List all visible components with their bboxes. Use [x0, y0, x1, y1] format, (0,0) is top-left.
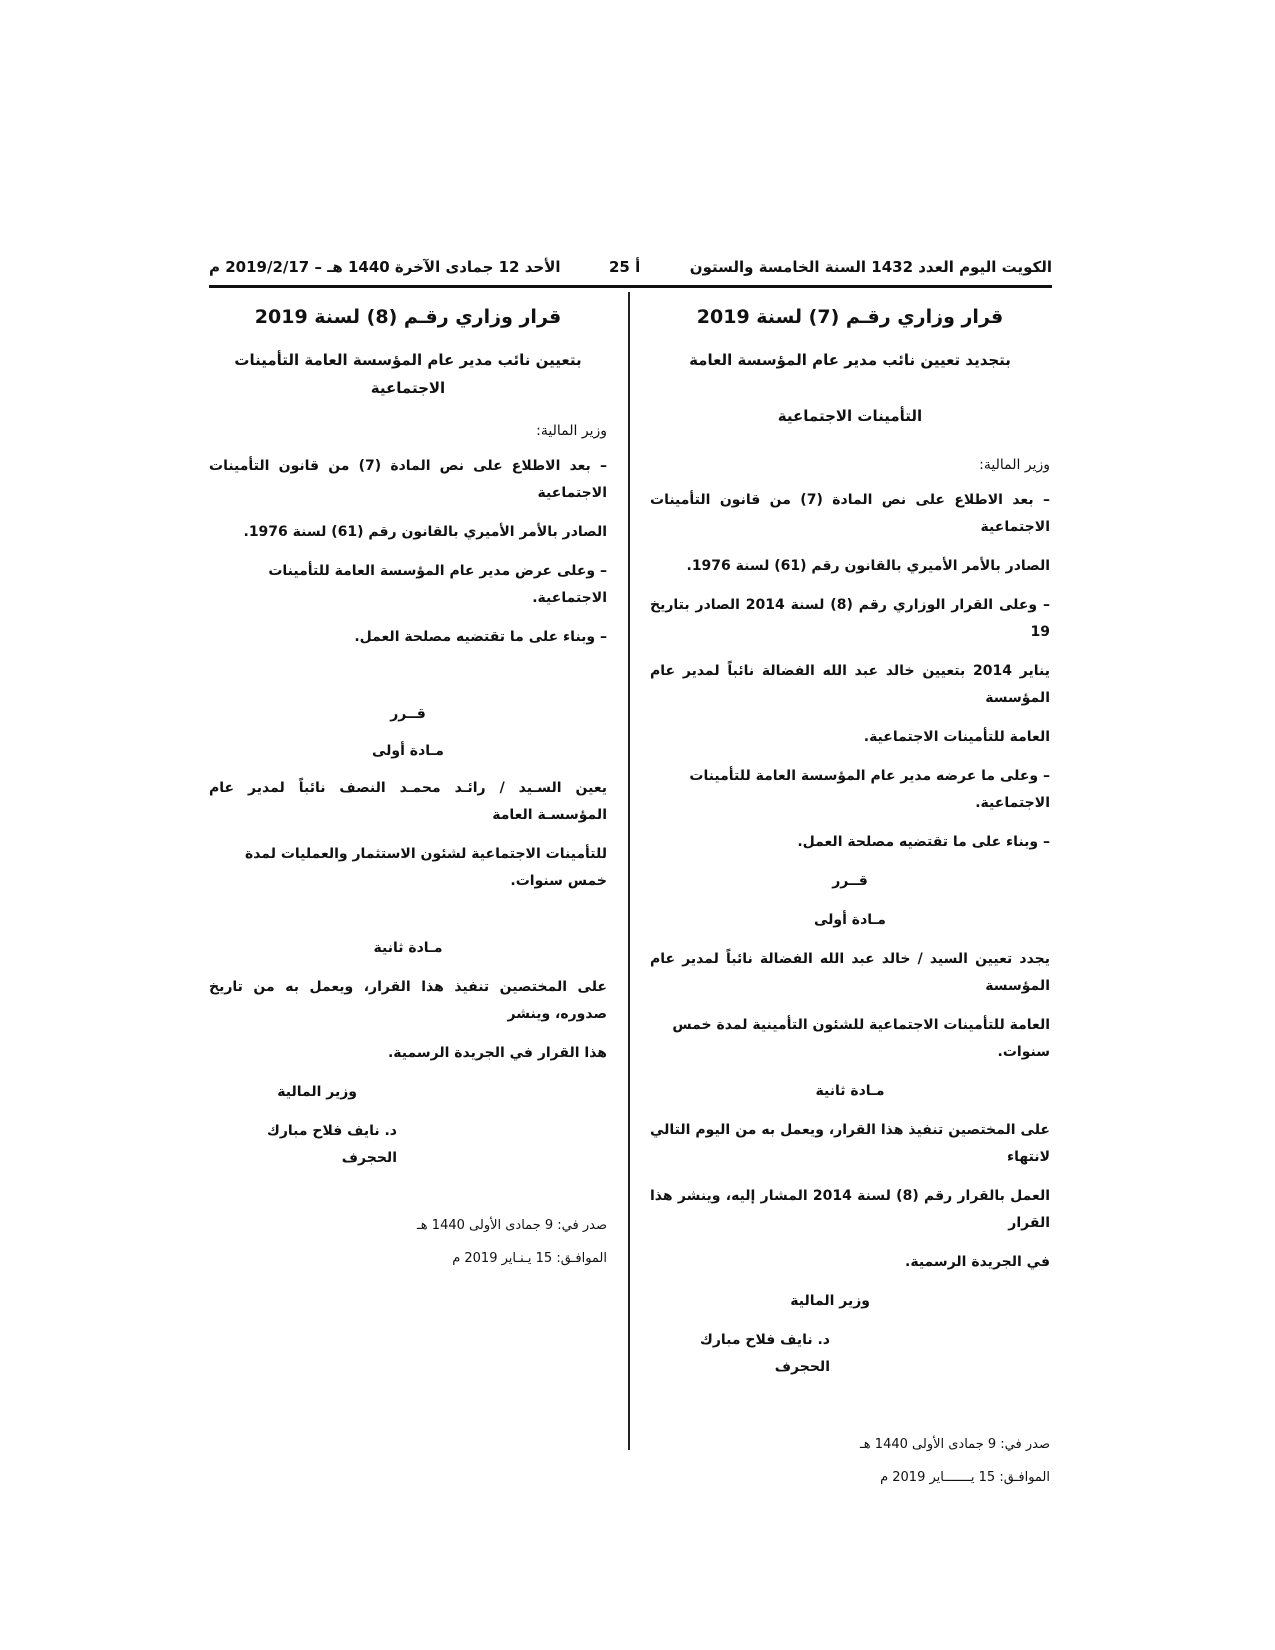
- decision-8-title: قرار وزاري رقـم (8) لسنة 2019: [254, 306, 562, 328]
- decision-8-preamble-line: – وعلى عرض مدير عام المؤسسة العامة للتأمينات الاجتماعية.: [268, 563, 607, 606]
- decision-7-column: [650, 290, 1050, 1491]
- decision-8-column: [209, 290, 607, 1272]
- page-header: [209, 258, 1052, 284]
- decision-8-article-2-line: على المختصين تنفيذ هذا القرار، ويعمل به من تاريخ صدوره، وينشر: [209, 979, 607, 1022]
- decision-8-minister-intro: وزير المالية:: [536, 423, 607, 439]
- decision-7-subtitle-1: بتجديد تعيين نائب مدير عام المؤسسة العامة: [689, 351, 1011, 369]
- decision-8-subtitle: بتعيين نائب مدير عام المؤسسة العامة التأمينات الاجتماعية: [234, 351, 582, 397]
- decision-7-signature-title: وزير المالية: [790, 1293, 870, 1309]
- decision-7-preamble-line: – وعلى ما عرضه مدير عام المؤسسة العامة للتأمينات الاجتماعية.: [689, 768, 1050, 811]
- header-rule: [209, 285, 1052, 288]
- decision-8-article-1-heading: مـادة أولى: [372, 743, 444, 759]
- decision-7-preamble-line: الصادر بالأمر الأميري بالقانون رقم (61) لسنة 1976.: [686, 558, 1050, 574]
- decision-7-preamble-line: العامة للتأمينات الاجتماعية.: [863, 729, 1050, 745]
- decision-8-article-1-line: يعين السـيد / رائـد محمـد النصف نائباً لمدير عام المؤسسـة العامة: [209, 780, 607, 823]
- column-divider: [628, 292, 630, 1450]
- decision-8-signature-title: وزير المالية: [277, 1084, 357, 1100]
- decision-8-corresponding-date: الموافـق: 15 يـنـاير 2019 م: [452, 1251, 607, 1266]
- decision-7-subtitle-2: التأمينات الاجتماعية: [777, 407, 923, 425]
- decision-7-minister-intro: وزير المالية:: [979, 457, 1050, 473]
- decision-8-article-2-line: هذا القرار في الجريدة الرسمية.: [387, 1045, 607, 1061]
- decision-8-decided: قــرر: [390, 706, 426, 722]
- decision-7-article-2-heading: مـادة ثانية: [815, 1083, 885, 1099]
- decision-7-article-1-line: يجدد تعيين السيد / خالد عبد الله الفضالة نائباً لمدير عام المؤسسة: [650, 951, 1050, 994]
- decision-7-title: قرار وزاري رقـم (7) لسنة 2019: [696, 306, 1004, 328]
- decision-7-article-2-line: في الجريدة الرسمية.: [905, 1254, 1050, 1270]
- decision-8-preamble-line: – بعد الاطلاع على نص المادة (7) من قانون التأمينات الاجتماعية: [209, 458, 607, 501]
- decision-7-signature-name: د. نايف فلاح مبارك الحجرف: [700, 1332, 830, 1375]
- decision-7-article-2-line: على المختصين تنفيذ هذا القرار، ويعمل به من اليوم التالي لانتهاء: [650, 1122, 1050, 1165]
- decision-7-preamble-line: – بعد الاطلاع على نص المادة (7) من قانون التأمينات الاجتماعية: [650, 492, 1050, 535]
- decision-8-article-1-line: للتأمينات الاجتماعية لشئون الاستثمار والعمليات لمدة خمس سنوات.: [244, 846, 607, 889]
- decision-7-preamble-line: يناير 2014 بتعيين خالد عبد الله الفضالة نائباً لمدير عام المؤسسة: [650, 663, 1050, 706]
- decision-7-article-1-heading: مـادة أولى: [814, 912, 886, 928]
- header-page-number: أ 25: [609, 258, 641, 276]
- decision-7-article-1-line: العامة للتأمينات الاجتماعية للشئون التأمينية لمدة خمس سنوات.: [672, 1017, 1050, 1060]
- decision-7-preamble-line: – وبناء على ما تقتضيه مصلحة العمل.: [797, 834, 1050, 850]
- decision-8-preamble-line: – وبناء على ما تقتضيه مصلحة العمل.: [354, 629, 607, 645]
- header-date: الأحد 12 جمادى الآخرة 1440 هـ – 2019/2/17 م: [209, 258, 561, 276]
- decision-7-corresponding-date: الموافـق: 15 يـــــــاير 2019 م: [880, 1470, 1050, 1485]
- header-issue: الكويت اليوم العدد 1432 السنة الخامسة والستون: [689, 258, 1052, 276]
- decision-7-decided: قــرر: [832, 873, 868, 889]
- decision-7-preamble-line: – وعلى القرار الوزاري رقم (8) لسنة 2014 الصادر بتاريخ 19: [650, 597, 1050, 640]
- decision-7-article-2-line: العمل بالقرار رقم (8) لسنة 2014 المشار إليه، وينشر هذا القرار: [650, 1188, 1051, 1231]
- decision-8-preamble-line: الصادر بالأمر الأميري بالقانون رقم (61) لسنة 1976.: [243, 524, 607, 540]
- decision-8-issued-date: صدر في: 9 جمادى الأولى 1440 هـ: [417, 1218, 607, 1233]
- decision-7-issued-date: صدر في: 9 جمادى الأولى 1440 هـ: [860, 1437, 1050, 1452]
- decision-8-article-2-heading: مـادة ثانية: [373, 940, 443, 956]
- decision-8-signature-name: د. نايف فلاح مبارك الحجرف: [267, 1123, 397, 1166]
